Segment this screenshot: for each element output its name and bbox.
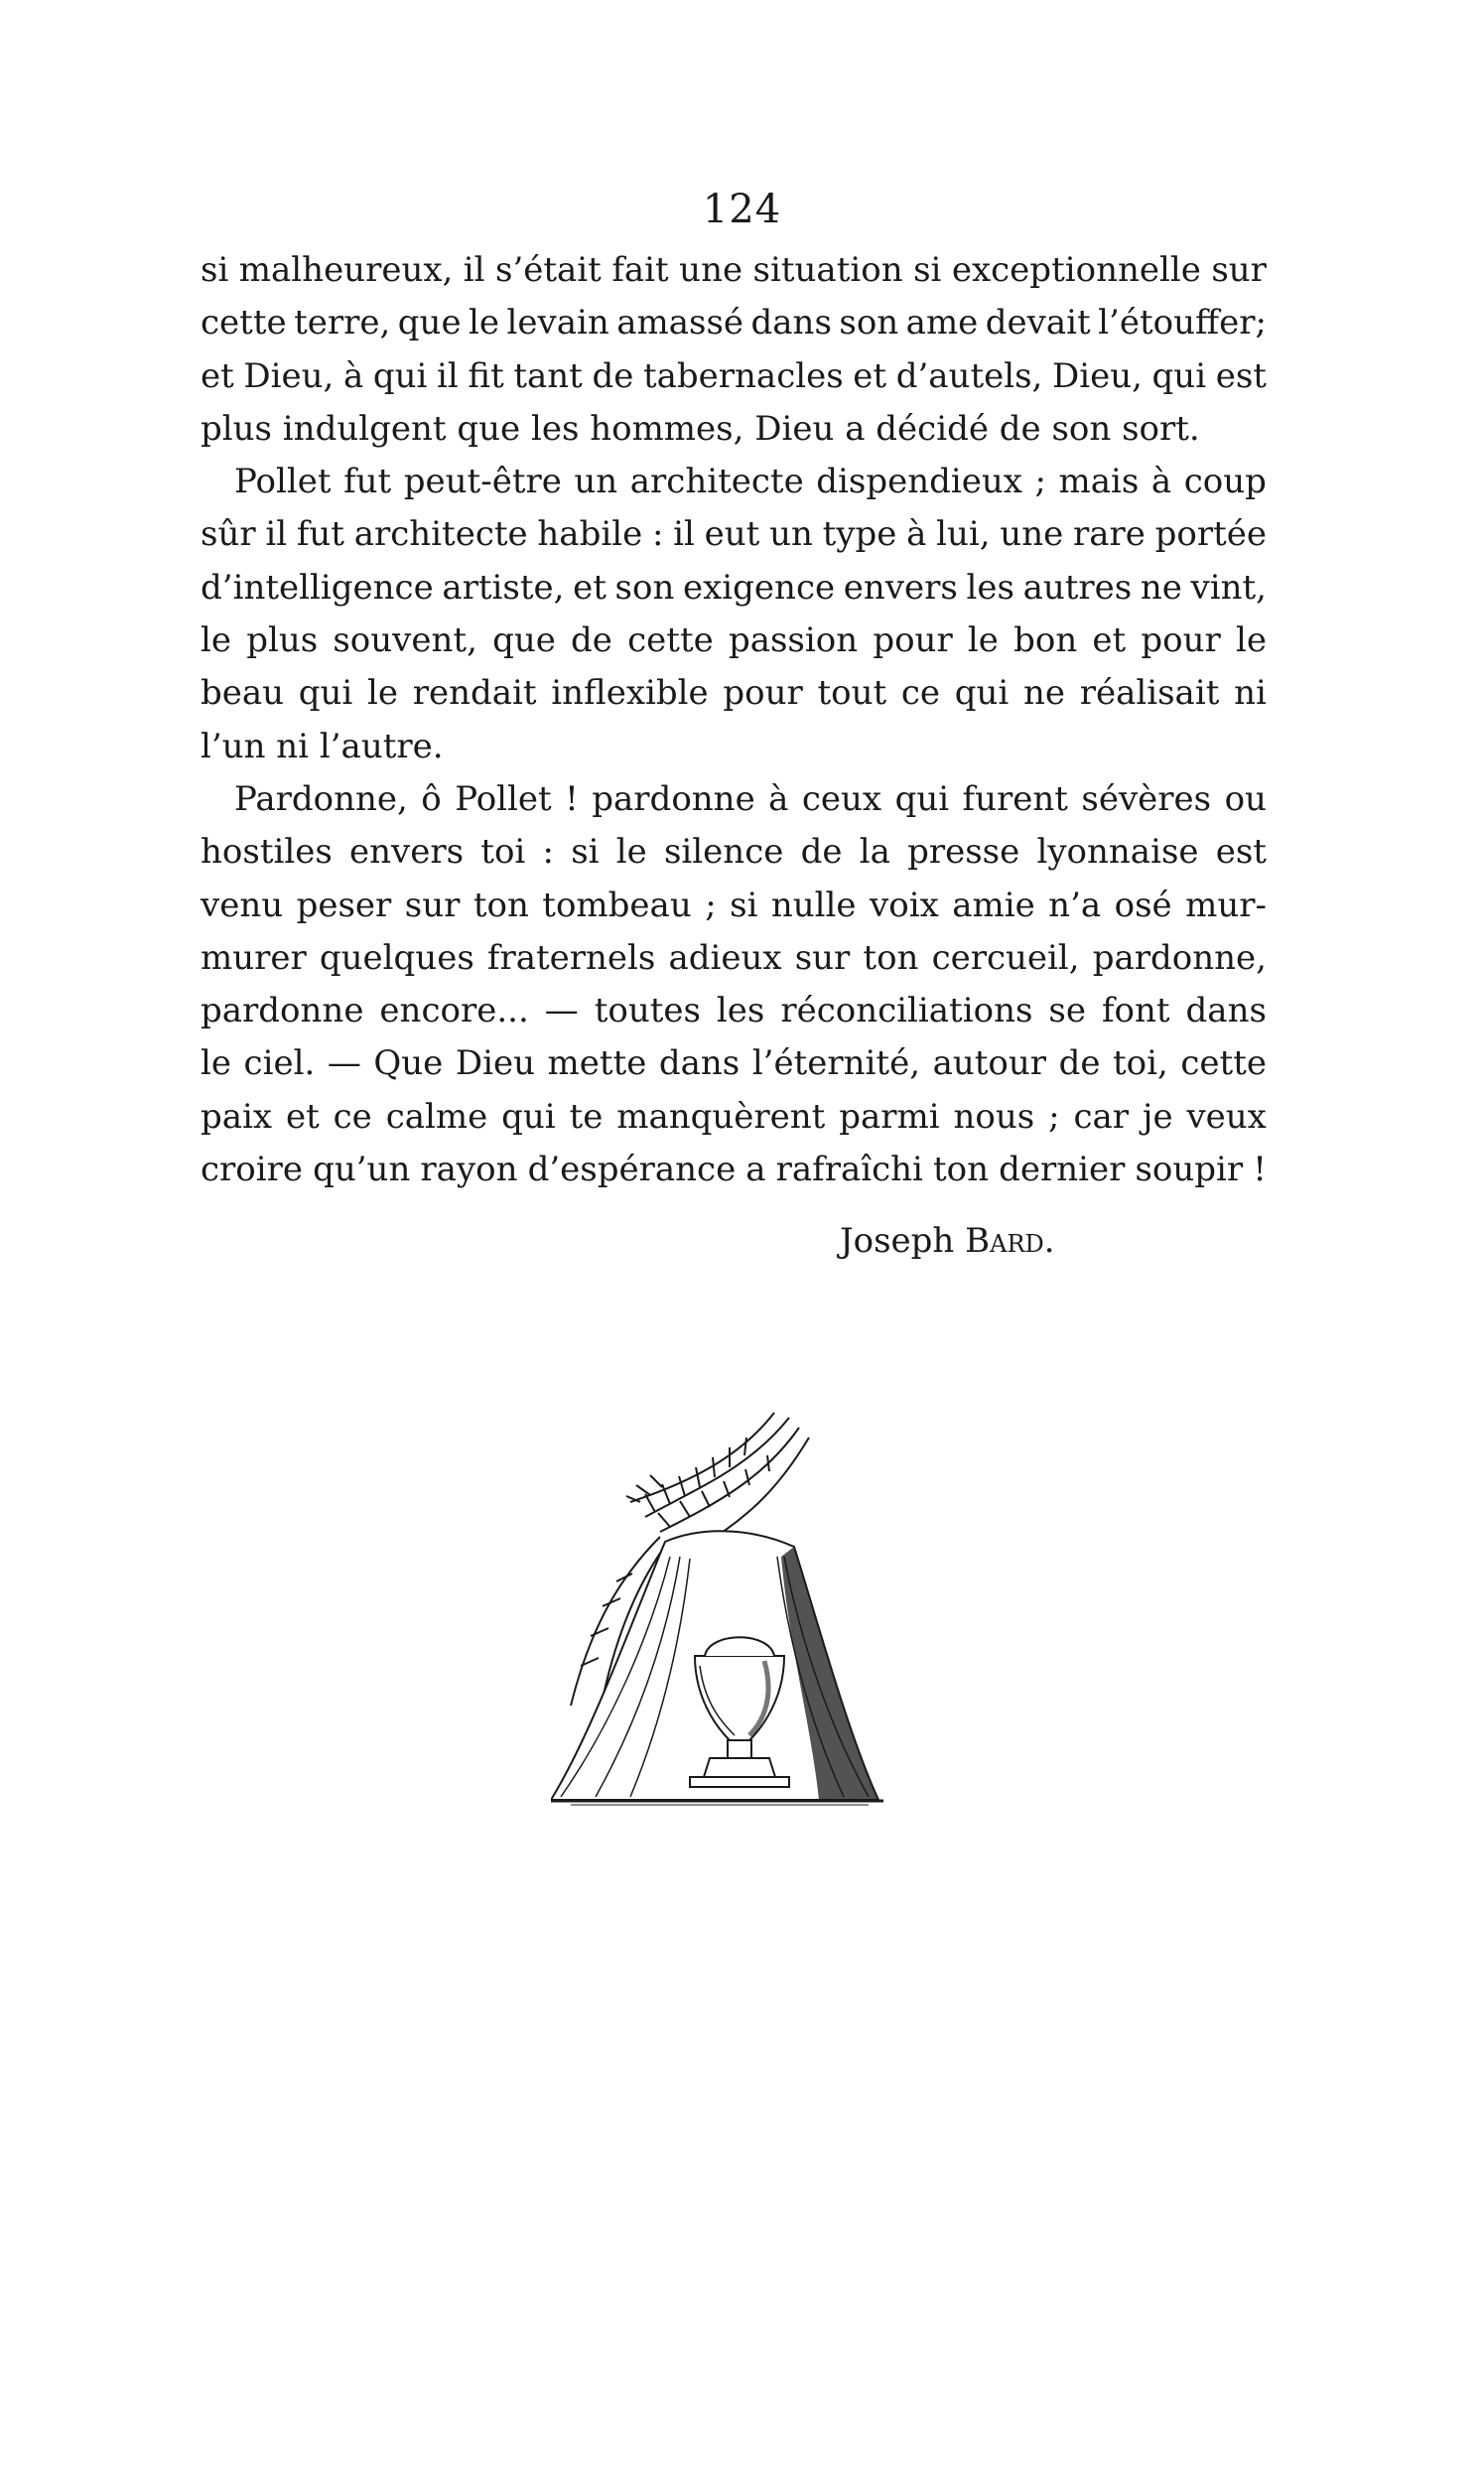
word: que: [492, 620, 556, 661]
word: si: [730, 885, 758, 925]
word: osé: [1114, 885, 1172, 925]
word: dans: [658, 1043, 741, 1084]
word: malheureux,: [238, 250, 454, 290]
word: ton: [933, 1150, 990, 1190]
word: sur: [794, 937, 851, 978]
word: tout: [817, 673, 887, 714]
word: lyonnaise: [1036, 832, 1199, 873]
word: les: [716, 991, 765, 1031]
word: pardonne,: [1092, 937, 1267, 978]
word: !: [1253, 1150, 1267, 1190]
word: à: [1150, 462, 1172, 502]
word: dernier: [999, 1150, 1126, 1190]
word: qui: [1151, 355, 1207, 396]
word: est: [1215, 832, 1267, 873]
word: n’a: [1048, 885, 1102, 925]
text-line: [201, 826, 1267, 879]
word: fait: [611, 250, 669, 290]
word: ton: [863, 937, 919, 978]
word: —: [544, 991, 579, 1031]
word: :: [542, 832, 554, 873]
word: amassé: [616, 303, 744, 343]
word: quelques: [319, 937, 474, 978]
word: se: [1048, 991, 1086, 1031]
word: il: [265, 514, 288, 555]
word: ame: [905, 303, 979, 343]
word: envers: [843, 567, 958, 608]
word: coup: [1183, 462, 1267, 502]
word: le: [201, 1043, 231, 1084]
word: inflexible: [551, 673, 709, 714]
word: a: [745, 1150, 766, 1190]
text-line: [201, 244, 1267, 297]
word: dans: [750, 303, 832, 343]
word: le: [469, 303, 500, 343]
word: hostiles: [201, 832, 333, 873]
word: levain: [506, 303, 609, 343]
word: venu: [201, 885, 284, 925]
word: qui: [894, 778, 950, 819]
word: son: [839, 303, 899, 343]
word: souvent,: [333, 620, 477, 661]
word: manquèrent: [616, 1096, 826, 1137]
word: amie: [952, 885, 1035, 925]
text-line: [201, 1037, 1267, 1090]
word: calme: [385, 1096, 488, 1137]
text-line: [201, 985, 1267, 1037]
word: nous: [953, 1096, 1035, 1137]
word: rayon: [420, 1150, 518, 1190]
word: car: [1073, 1096, 1130, 1137]
word: et: [853, 355, 887, 396]
word: Pardonne,: [234, 778, 408, 819]
word: pardonne: [592, 778, 755, 819]
word: architecte: [629, 462, 804, 502]
word: voix: [870, 885, 939, 925]
word: Dieu,: [1051, 355, 1143, 396]
paragraph-3: [201, 773, 1267, 1196]
word: habile: [537, 514, 643, 555]
word: pour: [873, 620, 953, 661]
word: un: [769, 514, 813, 555]
word: cette: [627, 620, 714, 661]
word: ni: [1234, 673, 1267, 714]
text-line: [201, 667, 1267, 720]
word: et: [573, 567, 607, 608]
word: exceptionnelle: [951, 250, 1201, 290]
word: le: [967, 620, 999, 661]
text-line: [201, 880, 1267, 932]
signature-last-name: Bard.: [965, 1221, 1055, 1261]
word: :: [651, 514, 664, 555]
word: réalisait: [1079, 673, 1220, 714]
paragraph-2: [201, 456, 1267, 773]
word: qu’un: [313, 1150, 411, 1190]
word: il: [463, 250, 485, 290]
word: le: [615, 832, 647, 873]
word: peser: [296, 885, 392, 925]
word: et: [285, 1096, 320, 1137]
word: le: [201, 620, 231, 661]
word: si: [571, 832, 600, 873]
word: qui: [501, 1096, 556, 1137]
word: ô: [421, 778, 442, 819]
word: ne: [1022, 673, 1066, 714]
word: il: [673, 514, 695, 555]
word: dans: [1185, 991, 1267, 1031]
word: qui: [372, 355, 428, 396]
word: fut: [343, 462, 392, 502]
word: murer: [201, 937, 307, 978]
word: tant: [513, 355, 583, 396]
word: silence: [663, 832, 784, 873]
word: rendait: [412, 673, 537, 714]
word: toi,: [1113, 1043, 1168, 1084]
word: ton: [472, 885, 529, 925]
word: Que: [373, 1043, 444, 1084]
body-text: [201, 244, 1267, 1196]
text-line: plus indulgent que les hommes, Dieu a décidé de son sort.: [201, 408, 1200, 449]
word: type: [822, 514, 897, 555]
signature: [840, 1221, 1055, 1261]
word: ce: [333, 1096, 372, 1137]
word: cercueil,: [931, 937, 1080, 978]
text-line: [201, 932, 1267, 985]
word: il: [437, 355, 459, 396]
word: bon: [1013, 620, 1078, 661]
word: Pollet: [234, 462, 332, 502]
word: soupir: [1135, 1150, 1244, 1190]
word: l’étouffer;: [1098, 303, 1267, 343]
word: mur-: [1185, 885, 1267, 925]
word: et: [201, 355, 234, 396]
word: de: [800, 832, 843, 873]
word: eut: [704, 514, 760, 555]
word: envers: [349, 832, 465, 873]
paragraph-1: [201, 244, 1267, 456]
word: !: [565, 778, 579, 819]
word: nulle: [770, 885, 857, 925]
word: adieux: [668, 937, 782, 978]
word: Dieu,: [243, 355, 335, 396]
word: exigence: [683, 567, 836, 608]
word: fut: [296, 514, 344, 555]
word: pour: [1141, 620, 1221, 661]
word: rare: [1072, 514, 1146, 555]
word: autres: [1022, 567, 1133, 608]
word: rafraîchi: [775, 1150, 923, 1190]
word: peut-être: [403, 462, 562, 502]
word: une: [679, 250, 743, 290]
word: plus: [246, 620, 319, 661]
text-line: [201, 508, 1267, 561]
page-number: 124: [702, 187, 782, 232]
word: mette: [547, 1043, 647, 1084]
word: veux: [1186, 1096, 1267, 1137]
word: paix: [201, 1096, 273, 1137]
text-line: [201, 1091, 1267, 1144]
word: qui: [954, 673, 1010, 714]
word: pour: [723, 673, 803, 714]
text-line: [201, 1144, 1267, 1196]
text-line: [201, 562, 1267, 615]
word: cette: [201, 303, 287, 343]
word: ceux: [801, 778, 882, 819]
word: croire: [201, 1150, 304, 1190]
word: une: [1000, 514, 1064, 555]
word: cette: [1180, 1043, 1267, 1084]
word: furent: [962, 778, 1068, 819]
word: est: [1215, 355, 1267, 396]
word: toutes: [594, 991, 701, 1031]
word: si: [201, 250, 229, 290]
word: parmi: [839, 1096, 940, 1137]
word: situation: [752, 250, 903, 290]
word: ciel.: [243, 1043, 316, 1084]
word: de: [571, 620, 612, 661]
word: et: [1092, 620, 1127, 661]
text-line: l’un ni l’autre.: [201, 726, 444, 766]
funerary-urn-with-palms-icon: [551, 1408, 888, 1825]
word: le: [1235, 620, 1267, 661]
word: fit: [468, 355, 504, 396]
word: mais: [1058, 462, 1140, 502]
word: d’espérance: [527, 1150, 737, 1190]
word: architecte: [353, 514, 528, 555]
word: terre,: [294, 303, 391, 343]
word: de: [1058, 1043, 1101, 1084]
word: ;: [1034, 462, 1046, 502]
word: pardonne: [201, 991, 364, 1031]
word: d’intelligence: [201, 567, 434, 608]
word: passion: [728, 620, 859, 661]
word: beau: [201, 673, 285, 714]
word: ;: [705, 885, 717, 925]
word: ne: [1140, 567, 1182, 608]
word: le: [367, 673, 399, 714]
word: tabernacles: [642, 355, 844, 396]
word: te: [569, 1096, 604, 1137]
word: son: [614, 567, 675, 608]
text-line: [201, 297, 1267, 349]
word: font: [1101, 991, 1170, 1031]
word: encore...: [379, 991, 529, 1031]
word: vint,: [1190, 567, 1267, 608]
word: que: [397, 303, 462, 343]
word: si: [913, 250, 942, 290]
word: ;: [1048, 1096, 1060, 1137]
word: artiste,: [442, 567, 565, 608]
word: à: [906, 514, 927, 555]
word: autour: [932, 1043, 1047, 1084]
word: ce: [900, 673, 941, 714]
word: à: [768, 778, 789, 819]
word: l’éternité,: [751, 1043, 921, 1084]
word: lui,: [936, 514, 991, 555]
text-line: [201, 350, 1267, 403]
word: sûr: [201, 514, 256, 555]
word: Dieu: [455, 1043, 535, 1084]
word: tombeau: [542, 885, 692, 925]
word: fraternels: [486, 937, 656, 978]
word: devait: [985, 303, 1091, 343]
word: je: [1142, 1096, 1173, 1137]
text-line: [201, 615, 1267, 667]
word: la: [859, 832, 890, 873]
text-line: [201, 773, 1267, 826]
word: sur: [404, 885, 461, 925]
word: ou: [1224, 778, 1267, 819]
word: Pollet: [455, 778, 552, 819]
word: qui: [298, 673, 353, 714]
word: d’autels,: [895, 355, 1043, 396]
word: portée: [1154, 514, 1267, 555]
word: réconciliations: [780, 991, 1033, 1031]
word: un: [574, 462, 618, 502]
word: les: [966, 567, 1014, 608]
word: dispendieux: [816, 462, 1022, 502]
word: presse: [907, 832, 1020, 873]
text-line: [201, 456, 1267, 508]
word: de: [592, 355, 634, 396]
word: —: [327, 1043, 361, 1084]
signature-first-name: Joseph: [840, 1221, 955, 1261]
word: toi: [480, 832, 526, 873]
word: sur: [1211, 250, 1267, 290]
word: sévères: [1081, 778, 1212, 819]
word: à: [342, 355, 364, 396]
word: s’était: [495, 250, 602, 290]
